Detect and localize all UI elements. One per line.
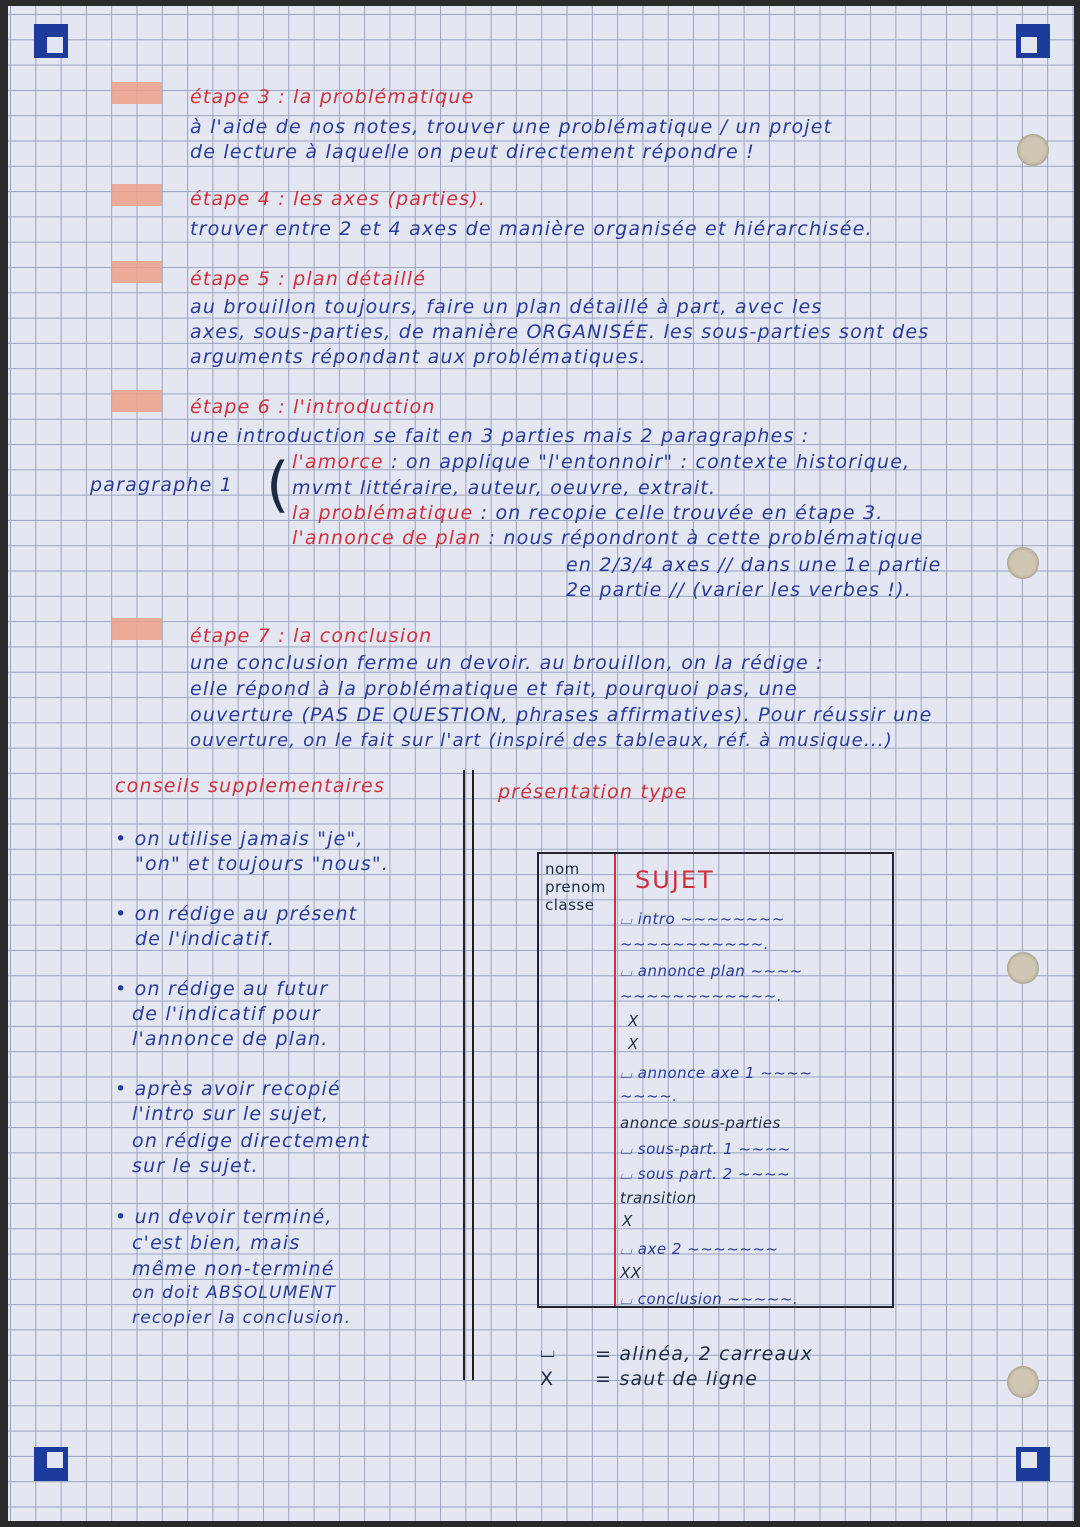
conseil-text: l'intro sur le sujet, xyxy=(132,1103,330,1125)
conseil-text: sur le sujet. xyxy=(132,1155,259,1177)
sujet-label: SUJET xyxy=(635,866,715,894)
template-line: ⌴ annonce axe 1 ~~~~ xyxy=(620,1064,813,1082)
legend-text: = saut de ligne xyxy=(595,1368,759,1390)
conseil-text: c'est bien, mais xyxy=(132,1232,301,1254)
legend-text: = alinéa, 2 carreaux xyxy=(595,1343,814,1365)
punch-hole xyxy=(1017,134,1049,166)
template-line: ~~~~. xyxy=(620,1087,678,1105)
step-title: étape 5 : plan détaillé xyxy=(190,268,427,290)
annonce-text-3: 2e partie // (varier les verbes !). xyxy=(566,579,912,601)
template-line: ⌴ intro ~~~~~~~~ xyxy=(620,910,785,928)
step-text: une introduction se fait en 3 parties mais 2 paragraphes : xyxy=(190,425,810,447)
conseil-text: l'annonce de plan. xyxy=(132,1028,329,1050)
header-field: classe xyxy=(545,896,595,914)
step-text: axes, sous-parties, de manière ORGANISÉE. les sous-parties sont des xyxy=(190,321,930,343)
step-title: étape 4 : les axes (parties). xyxy=(190,188,487,210)
paragraph-label: paragraphe 1 xyxy=(90,474,233,496)
template-line: ⌴ sous part. 2 ~~~~ xyxy=(620,1165,791,1183)
highlight-mark xyxy=(112,390,162,412)
step-title: étape 6 : l'introduction xyxy=(190,396,436,418)
legend-symbol: ⌴ xyxy=(540,1340,557,1362)
highlight-mark xyxy=(112,82,162,104)
amorce-text-2: mvmt littéraire, auteur, oeuvre, extrait. xyxy=(292,477,717,499)
conseil-text: on utilise jamais "je", xyxy=(134,828,364,850)
step-text: trouver entre 2 et 4 axes de manière organisée et hiérarchisée. xyxy=(190,218,873,240)
margin-line xyxy=(614,854,616,1306)
annonce-label: l'annonce de plan xyxy=(292,527,482,549)
step-text: à l'aide de nos notes, trouver une problématique / un projet xyxy=(190,116,833,138)
conseil-text: recopier la conclusion. xyxy=(132,1308,352,1328)
conseil-text: un devoir terminé, xyxy=(134,1206,333,1228)
conseil-text: on rédige au présent xyxy=(134,903,358,925)
problematique-text: : on recopie celle trouvée en étape 3. xyxy=(480,502,884,524)
step-text: au brouillon toujours, faire un plan détaillé à part, avec les xyxy=(190,296,823,318)
problematique-label: la problématique xyxy=(292,502,474,524)
step-text: ouverture, on le fait sur l'art (inspiré des tableaux, réf. à musique...) xyxy=(190,730,893,751)
step-text: elle répond à la problématique et fait, pourquoi pas, une xyxy=(190,678,798,700)
step-title: étape 7 : la conclusion xyxy=(190,625,433,647)
step-text: de lecture à laquelle on peut directement répondre ! xyxy=(190,141,755,163)
header-field: prenom xyxy=(545,878,606,896)
template-line: ~~~~~~~~~~~~. xyxy=(620,987,783,1005)
annonce-text: : nous répondront à cette problématique xyxy=(488,527,924,549)
template-line: ⌴ sous-part. 1 ~~~~ xyxy=(620,1140,791,1158)
annonce-text-2: en 2/3/4 axes // dans une 1e partie xyxy=(566,554,942,576)
highlight-mark xyxy=(112,618,162,640)
divider-line xyxy=(463,770,465,1380)
template-line: ⌴ axe 2 ~~~~~~~ xyxy=(620,1240,779,1258)
template-line: X xyxy=(622,1212,633,1230)
divider-line xyxy=(472,770,474,1380)
highlight-mark xyxy=(112,261,162,283)
conseil-text: de l'indicatif. xyxy=(135,928,276,950)
conseil-text: on rédige directement xyxy=(132,1130,370,1152)
step-text: une conclusion ferme un devoir. au brouillon, on la rédige : xyxy=(190,652,824,674)
punch-hole xyxy=(1007,547,1039,579)
punch-hole xyxy=(1007,952,1039,984)
template-line: transition xyxy=(620,1189,697,1207)
conseil-text: même non-terminé xyxy=(132,1258,335,1280)
template-line: ~~~~~~~~~~~. xyxy=(620,935,770,953)
conseils-title: conseils supplementaires xyxy=(115,775,386,797)
template-line: ⌴ conclusion ~~~~~. xyxy=(620,1290,799,1308)
amorce-label: l'amorce xyxy=(292,451,384,473)
bracket: ( xyxy=(266,450,291,520)
conseil-text: on rédige au futur xyxy=(134,978,329,1000)
template-line: anonce sous-parties xyxy=(620,1114,781,1132)
highlight-mark xyxy=(112,184,162,206)
step-title: étape 3 : la problématique xyxy=(190,86,475,108)
step-text: ouverture (PAS DE QUESTION, phrases affirmatives). Pour réussir une xyxy=(190,704,933,726)
amorce-text: : on applique "l'entonnoir" : contexte historique, xyxy=(391,451,911,473)
conseil-text: on doit ABSOLUMENT xyxy=(132,1283,337,1303)
punch-hole xyxy=(1007,1366,1039,1398)
legend-symbol: X xyxy=(540,1368,555,1390)
template-line: ⌴ annonce plan ~~~~ xyxy=(620,962,803,980)
conseil-text: après avoir recopié xyxy=(134,1078,341,1100)
header-field: nom xyxy=(545,860,580,878)
corner-logo-icon xyxy=(1016,1447,1050,1481)
step-text: arguments répondant aux problématiques. xyxy=(190,346,647,368)
template-line: XX xyxy=(620,1264,642,1282)
template-line: X xyxy=(628,1012,639,1030)
template-line: X xyxy=(628,1035,639,1053)
conseil-text: "on" et toujours "nous". xyxy=(135,853,390,875)
corner-logo-icon xyxy=(1016,24,1050,58)
corner-logo-icon xyxy=(34,1447,68,1481)
conseil-text: de l'indicatif pour xyxy=(132,1003,321,1025)
presentation-title: présentation type xyxy=(498,781,688,803)
corner-logo-icon xyxy=(34,24,68,58)
